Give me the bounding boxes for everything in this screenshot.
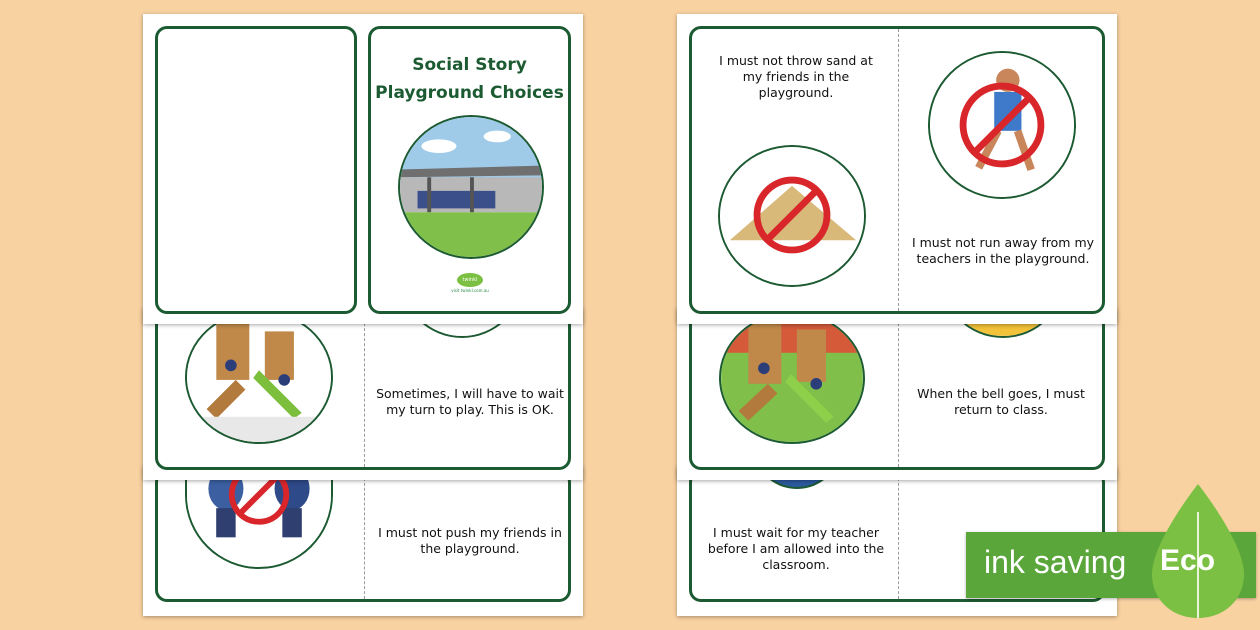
twinkl-logo [457,273,483,287]
left-sheet-front [143,14,583,324]
twinkl-logo-text: twinkl [462,277,478,283]
left-sheet-back-2 [143,466,583,616]
card-push [155,470,571,602]
playground-slide-icon [721,314,863,442]
fold-divider [898,473,899,599]
cover-title-line1: Social Story [412,55,527,75]
card-bell-text: When the bell goes, I must return to class. [917,386,1085,417]
playground-slide-icon [187,312,331,442]
card-wait-turn [155,308,571,470]
school-playground-icon [400,117,542,257]
cover-illustration [398,115,544,259]
cover-card [368,26,571,314]
left-sheet-back-1 [143,308,583,480]
fold-divider [364,473,365,599]
push-illustration [185,470,333,569]
fold-divider [898,308,899,467]
right-sheet-back-1 [677,308,1117,480]
pushing-children-icon [187,470,331,567]
right-sheet-front [677,14,1117,324]
ink-saving-label: ink saving [984,544,1127,580]
eco-label: Eco [1160,544,1216,577]
run-text: I must not run away from my teachers in the playground. [911,235,1095,266]
sand-illustration [718,145,866,287]
card-push-text: I must not push my friends in the playground. [378,525,562,556]
cover-title-line2: Playground Choices [375,83,564,103]
fold-divider [364,308,365,467]
run-illustration [928,51,1076,199]
sand-text: I must not throw sand at my friends in the playground. [719,53,873,100]
slide-illustration [719,312,865,444]
card-wait-teacher-text: I must wait for my teacher before I am allowed into the classroom. [707,525,885,572]
card-wait-turn-text: Sometimes, I will have to wait my turn to play. This is OK. [376,386,564,417]
twinkl-url: visit twinkl.com.au [451,288,489,293]
fold-divider [898,29,899,311]
card-bell [689,308,1105,470]
back-cover-card [155,26,357,314]
slide-illustration [185,310,333,444]
no-sand-throwing-icon [720,147,864,285]
card-sand-run [689,26,1105,314]
no-running-away-icon [930,53,1074,197]
